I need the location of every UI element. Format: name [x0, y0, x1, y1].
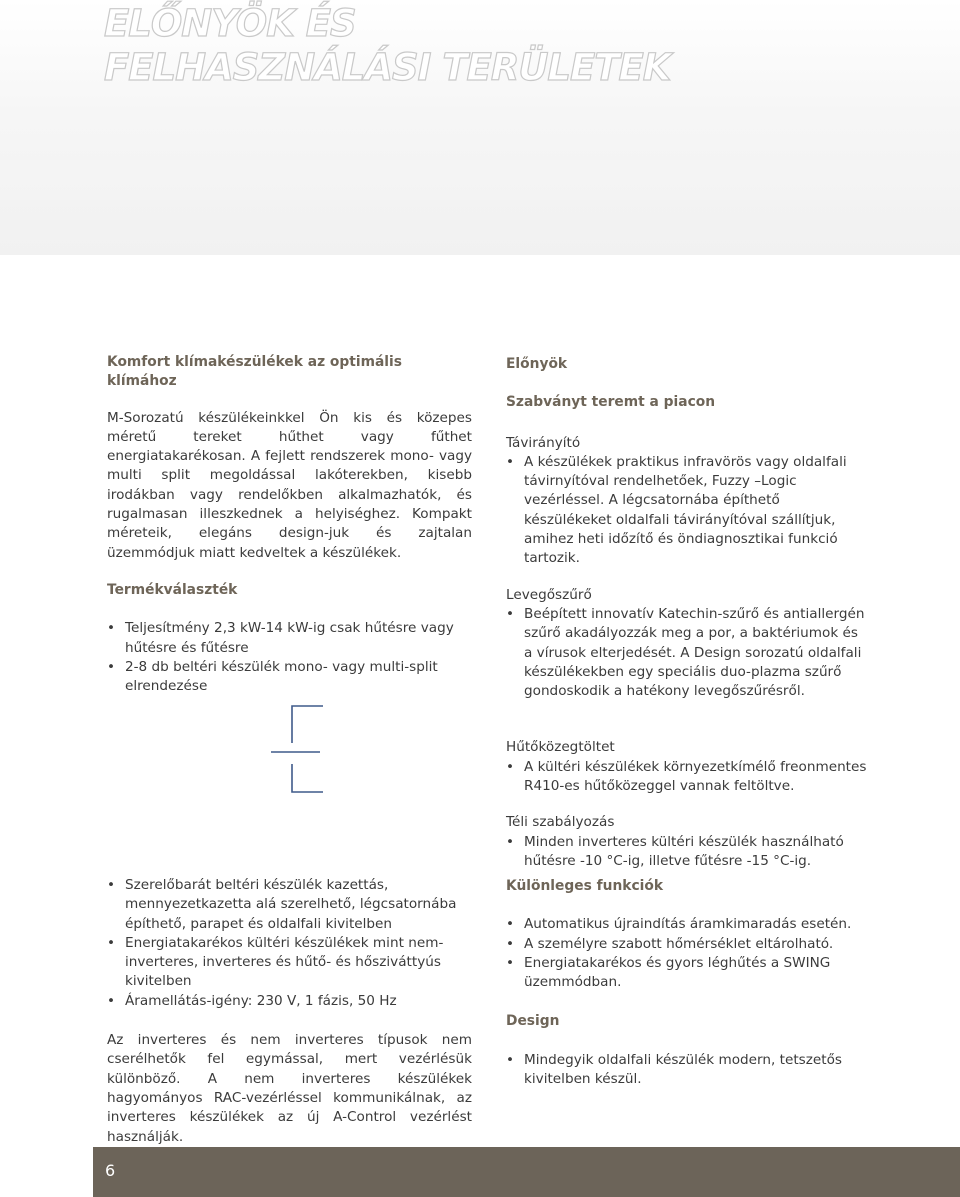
list-item: • Szerelőbarát beltéri készülék kazettás, mennyezetkazetta alá szerelhető, légcsatornába építhető, parapet és oldalfali kivitelben	[107, 876, 472, 934]
refrigerant-heading: Hűtőközegtöltet	[506, 739, 615, 756]
special-section	[506, 877, 870, 1089]
design-heading: Design	[506, 1013, 560, 1030]
range-list	[107, 619, 472, 696]
filter-list	[506, 605, 870, 701]
list-item: • Teljesítmény 2,3 kW-14 kW-ig csak hűtésre vagy hűtésre és fűtésre	[107, 619, 472, 658]
winter-list	[506, 833, 870, 872]
comfort-heading: Komfort klímakészülékek az optimális klímához	[107, 354, 402, 390]
installation-list	[107, 876, 472, 1011]
advantages-heading: Előnyök	[506, 356, 568, 372]
comfort-section	[107, 353, 472, 696]
installation-note: Az inverteres és nem inverteres típusok nem cserélhetők fel egymással, mert vezérlésük különböző. A nem inverteres készülékek hagyományos RAC-vezérléssel kommunikálnak, az inverteres készülékek az új A-Control vezérlést használják.	[107, 1032, 472, 1145]
page-number: 6	[105, 1161, 116, 1180]
page-title-line2: FELHASZNÁLÁSI TERÜLETEK	[104, 46, 671, 89]
list-item: • Energiatakarékos és gyors léghűtés a SWING üzemmódban.	[506, 954, 870, 993]
list-item: • A készülékek praktikus infravörös vagy oldalfali távirnyítóval rendelhetőek, Fuzzy –Logic vezérléssel. A légcsatornába építhető készülékeket oldalfali távirányítóval szállítjuk, amihez heti időzítő és öndiagnosztikai funkció tartozik.	[506, 453, 870, 569]
design-list	[506, 1051, 870, 1090]
special-list	[506, 915, 870, 992]
list-item: • Automatikus újraindítás áramkimaradás esetén.	[506, 915, 870, 934]
comfort-body: M-Sorozatú készülékeinkkel Ön kis és közepes méretű tereket hűthet vagy fűthet energiatakarékosan. A fejlett rendszerek mono- vagy multi split megoldással lakóterekben, kisebb irodákban vagy rendelőkben alkalmazhatók, és rugalmasan illeszkednek a helyiséghez. Kompakt méreteik, elegáns design-juk és zajtalan üzemmódjuk miatt kedveltek a készülékek.	[107, 409, 472, 561]
page-title-line1: ELŐNYÖK ÉS	[104, 2, 356, 45]
remote-list	[506, 453, 870, 569]
list-item: • Mindegyik oldalfali készülék modern, tetszetős kivitelben készül.	[506, 1051, 870, 1090]
list-item: • Áramellátás-igény: 230 V, 1 fázis, 50 Hz	[107, 992, 472, 1011]
winter-heading: Téli szabályozás	[506, 814, 615, 831]
special-heading: Különleges funkciók	[506, 878, 664, 894]
advantages-section	[506, 355, 870, 871]
range-heading: Termékválaszték	[107, 581, 238, 598]
refrigerant-list	[506, 758, 870, 797]
list-item: • 2-8 db beltéri készülék mono- vagy multi-split elrendezése	[107, 658, 472, 697]
filter-heading: Levegőszűrő	[506, 586, 592, 603]
page-footer	[93, 1147, 960, 1197]
list-item: • Beépített innovatív Katechin-szűrő és antiallergén szűrő akadályozzák meg a por, a baktériumok és a vírusok elterjedését. A Design sorozatú oldalfali készülékekben egy speciális duo-plazma szűrő gondoskodik a hatékony levegőszűrésről.	[506, 605, 870, 701]
installation-section	[107, 876, 472, 1147]
list-item: • Minden inverteres kültéri készülék használható hűtésre -10 °C-ig, illetve fűtésre -15 °C-ig.	[506, 833, 870, 872]
decorative-bracket-icon	[270, 700, 330, 796]
list-item: • Energiatakarékos kültéri készülékek mint nem-inverteres, inverteres és hűtő- és hősziváttyús kivitelben	[107, 934, 472, 992]
advantages-subheading: Szabványt teremt a piacon	[506, 394, 716, 411]
list-item: • A személyre szabott hőmérséklet eltárolható.	[506, 935, 870, 954]
remote-heading: Távirányító	[506, 434, 581, 451]
list-item: • A kültéri készülékek környezetkímélő freonmentes R410-es hűtőközeggel vannak feltöltve.	[506, 758, 870, 797]
page-title	[104, 2, 670, 90]
